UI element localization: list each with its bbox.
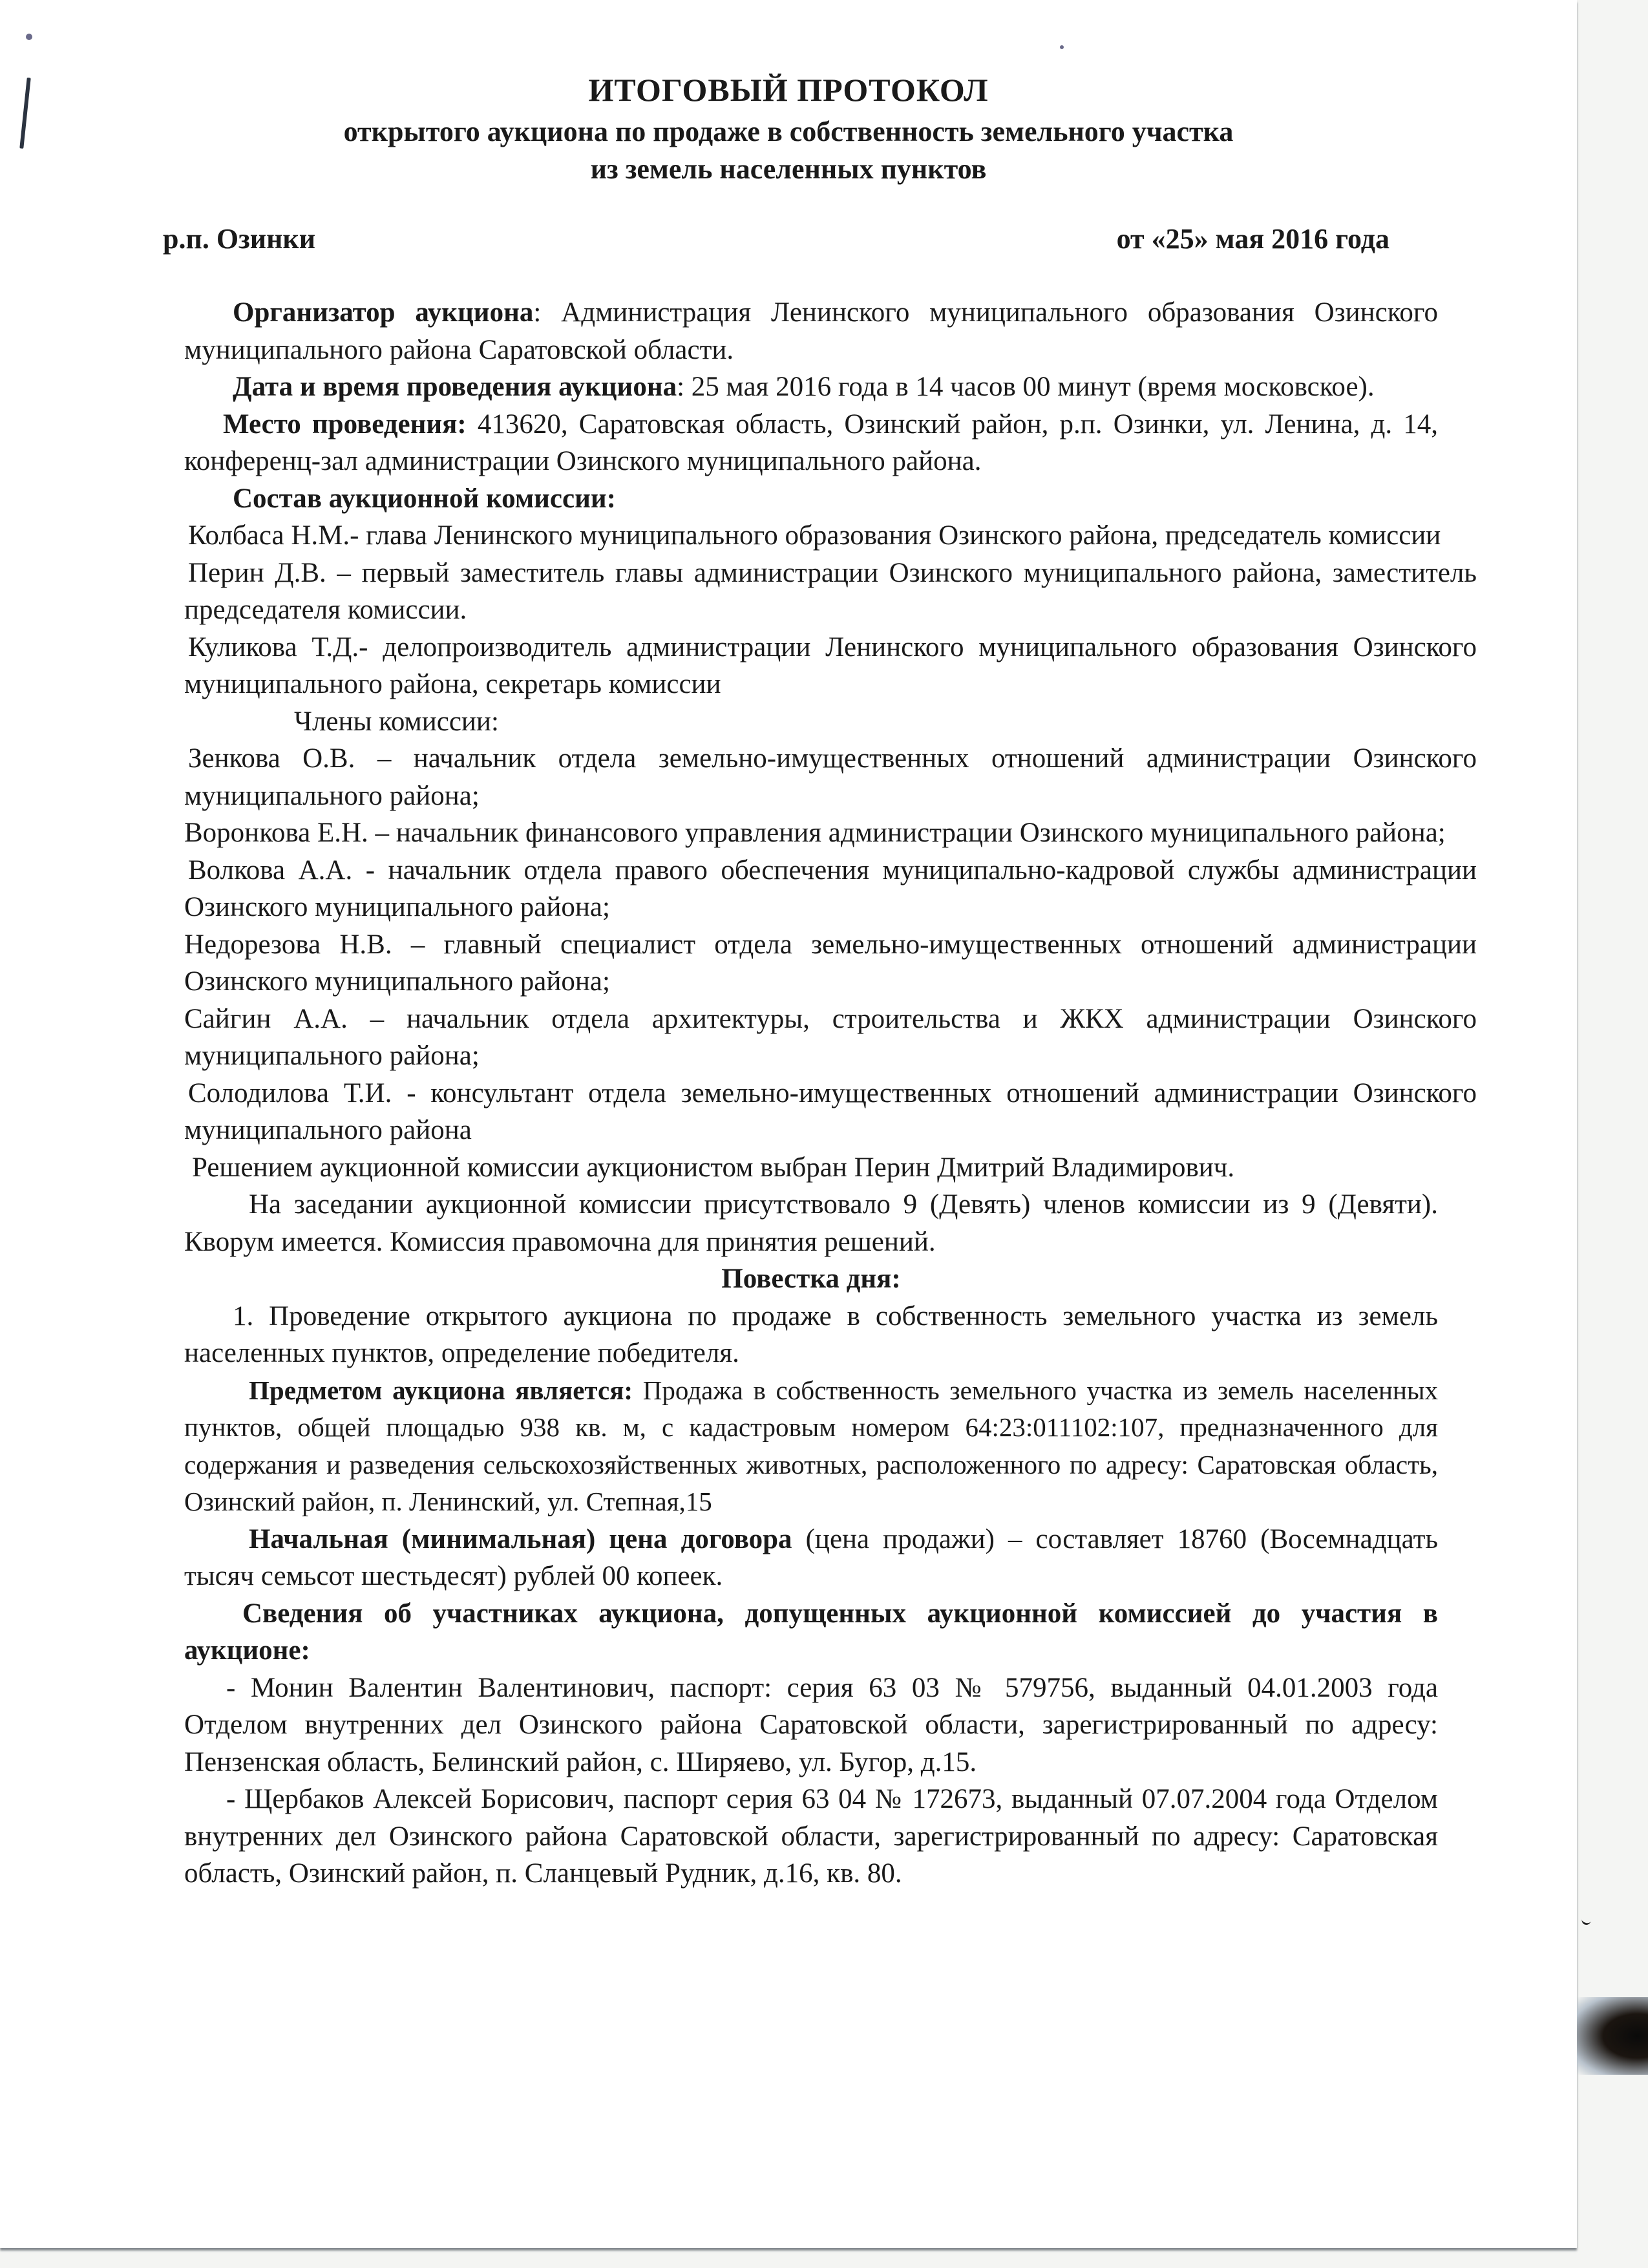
document-subtitle: открытого аукциона по продаже в собственность земельного участка xyxy=(343,116,1234,147)
datetime-text: : 25 мая 2016 года в 14 часов 00 минут (время московское). xyxy=(677,372,1375,402)
members-heading: Члены комиссии: xyxy=(294,706,499,737)
subject-label: Предметом аукциона является: xyxy=(249,1375,633,1405)
agenda-heading: Повестка дня: xyxy=(721,1264,901,1294)
scanner-shadow xyxy=(1577,1997,1648,2075)
scan-speck xyxy=(1060,45,1064,49)
commission-member: Недорезова Н.В. – главный специалист отдела земельно-имущественных отношений администрации Озинского муниципального района; xyxy=(184,929,1477,997)
commission-member: Волкова А.А. - начальник отдела правого обеспечения муниципально-кадровой службы администрации Озинского муниципального района; xyxy=(184,854,1477,922)
participant-item: - Щербаков Алексей Борисович, паспорт серия 63 04 № 172673, выданный 07.07.2004 года Отделом внутренних дел Озинского района Саратовской области, зарегистрированный по адресу: Саратовская область, Озинский район, п. Сланцевый Рудник, д.16, кв. 80. xyxy=(184,1784,1438,1889)
venue-paragraph xyxy=(184,406,1438,480)
auctioneer-statement: Решением аукционной комиссии аукционистом выбран Перин Дмитрий Владимирович. xyxy=(192,1152,1235,1183)
quorum-statement: На заседании аукционной комиссии присутствовало 9 (Девять) членов комиссии из 9 (Девяти). Кворум имеется. Комиссия правомочна для принятия решений. xyxy=(184,1189,1438,1257)
document-date: от «25» мая 2016 года xyxy=(1116,223,1389,255)
commission-member: Воронкова Е.Н. – начальник финансового управления администрации Озинского муниципального района; xyxy=(184,818,1446,848)
organizer-paragraph xyxy=(184,294,1438,368)
participants-heading xyxy=(184,1595,1438,1669)
commission-heading xyxy=(184,480,1438,518)
venue-label: Место проведения: xyxy=(223,408,467,440)
datetime-label: Дата и время проведения аукциона xyxy=(233,372,677,402)
price-label: Начальная (минимальная) цена договора xyxy=(249,1523,792,1554)
document-subtitle: из земель населенных пунктов xyxy=(590,153,987,185)
commission-deputy: Перин Д.В. – первый заместитель главы администрации Озинского муниципального района, заместитель председателя комиссии. xyxy=(184,557,1477,625)
datetime-paragraph xyxy=(184,368,1438,406)
venue-text: 413620, Саратовская область, Озинский район, р.п. Озинки, ул. Ленина, д. 14, конференц-зал администрации Озинского муниципального района. xyxy=(184,408,1438,476)
price-text: (цена продажи) – составляет 18760 (Восемнадцать тысяч семьсот шестьдесят) рублей 00 копеек. xyxy=(184,1523,1438,1591)
participant-item: - Монин Валентин Валентинович, паспорт: серия 63 03 № 579756, выданный 04.01.2003 года Отделом внутренних дел Озинского района Саратовской области, зарегистрированный по адресу: Пензенская область, Белинский район, с. Ширяево, ул. Бугор, д.15. xyxy=(184,1672,1438,1777)
document-title: ИТОГОВЫЙ ПРОТОКОЛ xyxy=(588,72,989,108)
pen-tick-mark xyxy=(1581,1919,1590,1926)
commission-chair: Колбаса Н.М.- глава Ленинского муниципального образования Озинского района, председатель комиссии xyxy=(188,520,1441,551)
commission-member: Сайгин А.А. – начальник отдела архитектуры, строительства и ЖКХ администрации Озинского муниципального района; xyxy=(184,1003,1477,1071)
document-body xyxy=(184,294,1477,1892)
organizer-label: Организатор аукциона xyxy=(233,297,534,328)
subject-text: Продажа в собственность земельного участка из земель населенных пунктов, общей площадью 938 кв. м, с кадастровым номером 64:23:011102:107, предназначенного для содержания и разведения сельскохозяйственных животных, расположенного по адресу: Саратовская область, Озинский район, п. Ленинский, ул. Степная,15 xyxy=(184,1375,1438,1516)
participants-heading-text: Сведения об участниках аукциона, допущенных аукционной комиссией до участия в аукционе: xyxy=(184,1598,1438,1666)
organizer-text: : Администрация Ленинского муниципального образования Озинского муниципального района Саратовской области. xyxy=(184,297,1439,365)
commission-heading-text: Состав аукционной комиссии: xyxy=(233,483,616,514)
price-paragraph xyxy=(184,1521,1438,1595)
commission-member: Зенкова О.В. – начальник отдела земельно-имущественных отношений администрации Озинского муниципального района; xyxy=(184,743,1477,811)
scan-speck xyxy=(26,34,32,40)
document-place: р.п. Озинки xyxy=(163,223,316,255)
agenda-item: 1. Проведение открытого аукциона по продаже в собственность земельного участка из земель населенных пунктов, определение победителя. xyxy=(184,1300,1438,1368)
commission-secretary: Куликова Т.Д.- делопроизводитель администрации Ленинского муниципального образования Озинского муниципального района, секретарь комиссии xyxy=(184,631,1477,699)
commission-member: Солодилова Т.И. - консультант отдела земельно-имущественных отношений администрации Озинского муниципального района xyxy=(184,1077,1477,1145)
subject-paragraph xyxy=(184,1372,1438,1521)
